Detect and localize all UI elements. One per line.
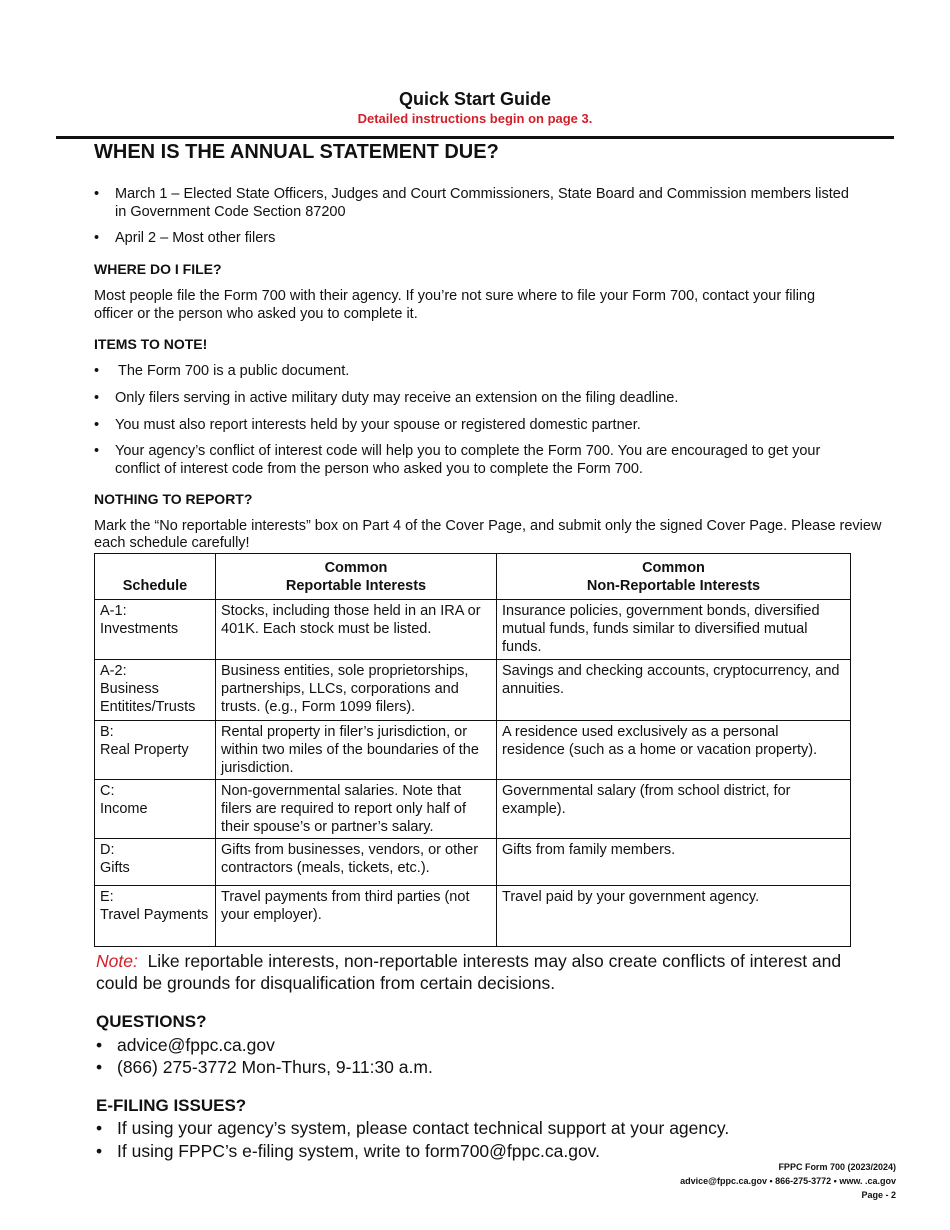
table-row [95,660,851,721]
reportable-cell: Rental property in filer’s jurisdiction, or within two miles of the boundaries of the jurisdiction. [216,721,497,780]
bullet-icon: • [96,1118,103,1138]
schedule-table [94,553,851,947]
nothing-heading: NOTHING TO REPORT? [94,491,253,507]
footer-form: FPPC Form 700 (2023/2024) [778,1162,896,1172]
table-header-row [95,554,851,600]
email-link[interactable]: advice@fppc.ca.gov [117,1035,275,1055]
footer-contact: advice@fppc.ca.gov • 866-275-3772 • www. .ca.gov [680,1176,896,1186]
due-item: • April 2 – Most other filers [94,230,276,246]
non-reportable-cell: Travel paid by your government agency. [497,886,851,947]
note-item: • Your agency’s conflict of interest code will help you to complete the Form 700. You are encouraged to get your conflict of interest code from the person who asked you to complete the Form 700. [94,443,821,477]
bullet-icon: • [94,186,100,202]
schedule-cell: D: Gifts [95,839,216,886]
note-item: • The Form 700 is a public document. [94,363,350,379]
reportable-cell: Non-governmental salaries. Note that filers are required to report only half of their spouse’s or partner’s salary. [216,780,497,839]
non-reportable-cell: Governmental salary (from school district, for example). [497,780,851,839]
non-reportable-cell: A residence used exclusively as a personal residence (such as a home or vacation property). [497,721,851,780]
bullet-icon: • [94,363,100,379]
bullet-icon: • [96,1141,103,1161]
bullet-icon: • [94,230,100,246]
due-heading: WHEN IS THE ANNUAL STATEMENT DUE? [94,141,499,163]
where-heading: WHERE DO I FILE? [94,261,222,277]
note-paragraph [96,950,856,994]
reportable-cell: Stocks, including those held in an IRA or 401K. Each stock must be listed. [216,600,497,660]
page-title: Quick Start Guide [398,89,552,109]
column-header-schedule: Schedule [95,554,216,600]
header-divider [56,136,894,139]
note-item: • You must also report interests held by your spouse or registered domestic partner. [94,417,641,433]
bullet-icon: • [94,417,100,433]
bullet-icon: • [96,1057,103,1077]
questions-item [96,1056,896,1078]
page-subtitle: Detailed instructions begin on page 3. [357,111,593,126]
reportable-cell: Business entities, sole proprietorships, partnerships, LLCs, corporations and trusts. (e.g., Form 1099 filers). [216,660,497,721]
note-item: • Only filers serving in active military duty may receive an extension on the filing deadline. [94,390,679,406]
phone-text: (866) 275-3772 Mon-Thurs, 9-11:30 a.m. [117,1057,433,1077]
bullet-icon: • [94,443,100,459]
items-heading: ITEMS TO NOTE! [94,336,208,352]
bullet-icon: • [96,1035,103,1055]
table-row [95,721,851,780]
footer-page: Page - 2 [861,1190,896,1200]
bullet-icon: • [94,390,100,406]
schedule-cell: A-2: Business Entitites/Trusts [95,660,216,721]
nothing-text: Mark the “No reportable interests” box on Part 4 of the Cover Page, and submit only the signed Cover Page. Please review each schedule carefully! [94,518,882,551]
column-header-reportable: Common Reportable Interests [216,554,497,600]
efiling-item: • If using FPPC’s e-filing system, write to form700@fppc.ca.gov. [96,1141,600,1161]
column-header-non-reportable: Common Non-Reportable Interests [497,554,851,600]
schedule-cell: B: Real Property [95,721,216,780]
table-row [95,886,851,947]
efiling-heading: E-FILING ISSUES? [96,1096,247,1115]
reportable-cell: Gifts from businesses, vendors, or other contractors (meals, tickets, etc.). [216,839,497,886]
table-row [95,600,851,660]
table-row [95,780,851,839]
note-label: Note: [96,951,138,971]
non-reportable-cell: Gifts from family members. [497,839,851,886]
table-row [95,839,851,886]
due-item: • March 1 – Elected State Officers, Judges and Court Commissioners, State Board and Commission members listed in Government Code Section 87200 [94,186,849,220]
questions-heading: QUESTIONS? [96,1012,207,1031]
questions-item [96,1034,896,1056]
reportable-cell: Travel payments from third parties (not your employer). [216,886,497,947]
note-text: Like reportable interests, non-reportable interests may also create conflicts of interest and could be grounds for disqualification from certain decisions. [96,951,842,993]
schedule-cell: C: Income [95,780,216,839]
efiling-item: • If using your agency’s system, please contact technical support at your agency. [96,1118,730,1138]
non-reportable-cell: Insurance policies, government bonds, diversified mutual funds, funds similar to diversified mutual funds. [497,600,851,660]
where-text: Most people file the Form 700 with their agency. If you’re not sure where to file your Form 700, contact your filing officer or the person who asked you to complete it. [94,288,816,322]
schedule-cell: E: Travel Payments [95,886,216,947]
schedule-cell: A-1: Investments [95,600,216,660]
non-reportable-cell: Savings and checking accounts, cryptocurrency, and annuities. [497,660,851,721]
